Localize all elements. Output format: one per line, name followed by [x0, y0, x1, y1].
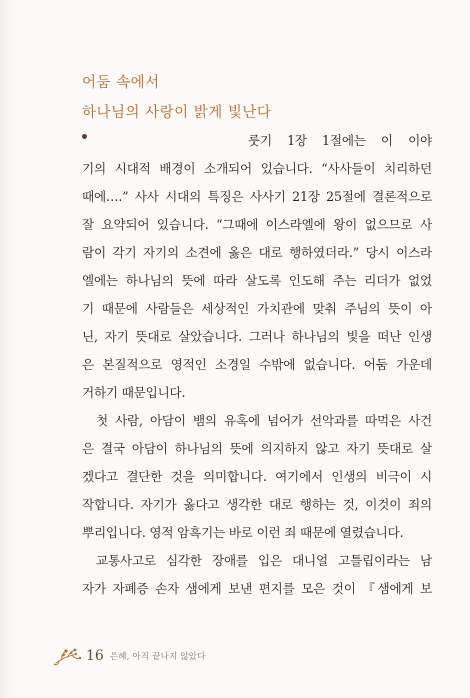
- body-line: 작합니다. 자기가 옳다고 생각한 대로 행하는 것, 이것이 죄의: [82, 497, 432, 512]
- body-line: 기의 시대적 배경이 소개되어 있습니다. “사사들이 치리하던: [82, 161, 432, 176]
- body-line: 은 본질적으로 영적인 소경일 수밖에 없습니다. 어둠 가운데: [82, 357, 432, 372]
- body-text: [82, 127, 432, 603]
- body-line: 람이 각기 자기의 소견에 옳은 대로 행하였더라.” 당시 이스라: [82, 245, 432, 260]
- section-heading-line-1: 어둠 속에서: [82, 75, 160, 91]
- book-title: 은혜, 아직 끝나지 않았다: [109, 652, 206, 662]
- body-line: 엘에는 하나님의 뜻에 따라 살도록 인도해 주는 리더가 없었: [82, 273, 432, 288]
- body-line: 겠다고 결단한 것을 의미합니다. 여기에서 인생의 비극이 시: [82, 469, 432, 484]
- page-footer: [52, 646, 206, 666]
- body-line: 기 때문에 사람들은 세상적인 가치관에 맞춰 주님의 뜻이 아: [82, 301, 432, 316]
- body-line: 닌, 자기 뜻대로 살았습니다. 그러나 하나님의 빛을 떠난 인생: [82, 329, 432, 344]
- body-line: 룻기 1장 1절에는 이 이야: [248, 133, 432, 148]
- body-line: 자가 자폐증 손자 샘에게 보낸 편지를 모은 것이 『샘에게 보: [82, 581, 432, 596]
- body-line: 첫 사람, 아담이 뱀의 유혹에 넘어가 선악과를 따먹은 사건: [96, 413, 432, 428]
- page-number: 16: [86, 648, 104, 664]
- floral-ornament-icon: [52, 645, 84, 667]
- body-line: 뿌리입니다. 영적 암흑기는 바로 이런 죄 때문에 열렸습니다.: [82, 525, 404, 540]
- body-line: 교통사고로 심각한 장애를 입은 대니얼 고틀립이라는 남: [96, 553, 432, 568]
- body-line: 거하기 때문입니다.: [82, 385, 186, 400]
- body-line: 잘 요약되어 있습니다. “그때에 이스라엘에 왕이 없으므로 사: [82, 217, 432, 232]
- body-line: 때에….” 사사 시대의 특징은 사사기 21장 25절에 결론적으로: [82, 189, 432, 204]
- section-heading-line-2: 하나님의 사랑이 밝게 빛난다: [82, 105, 272, 121]
- body-line: 은 결국 아담이 하나님의 뜻에 의지하지 않고 자기 뜻대로 살: [82, 441, 432, 456]
